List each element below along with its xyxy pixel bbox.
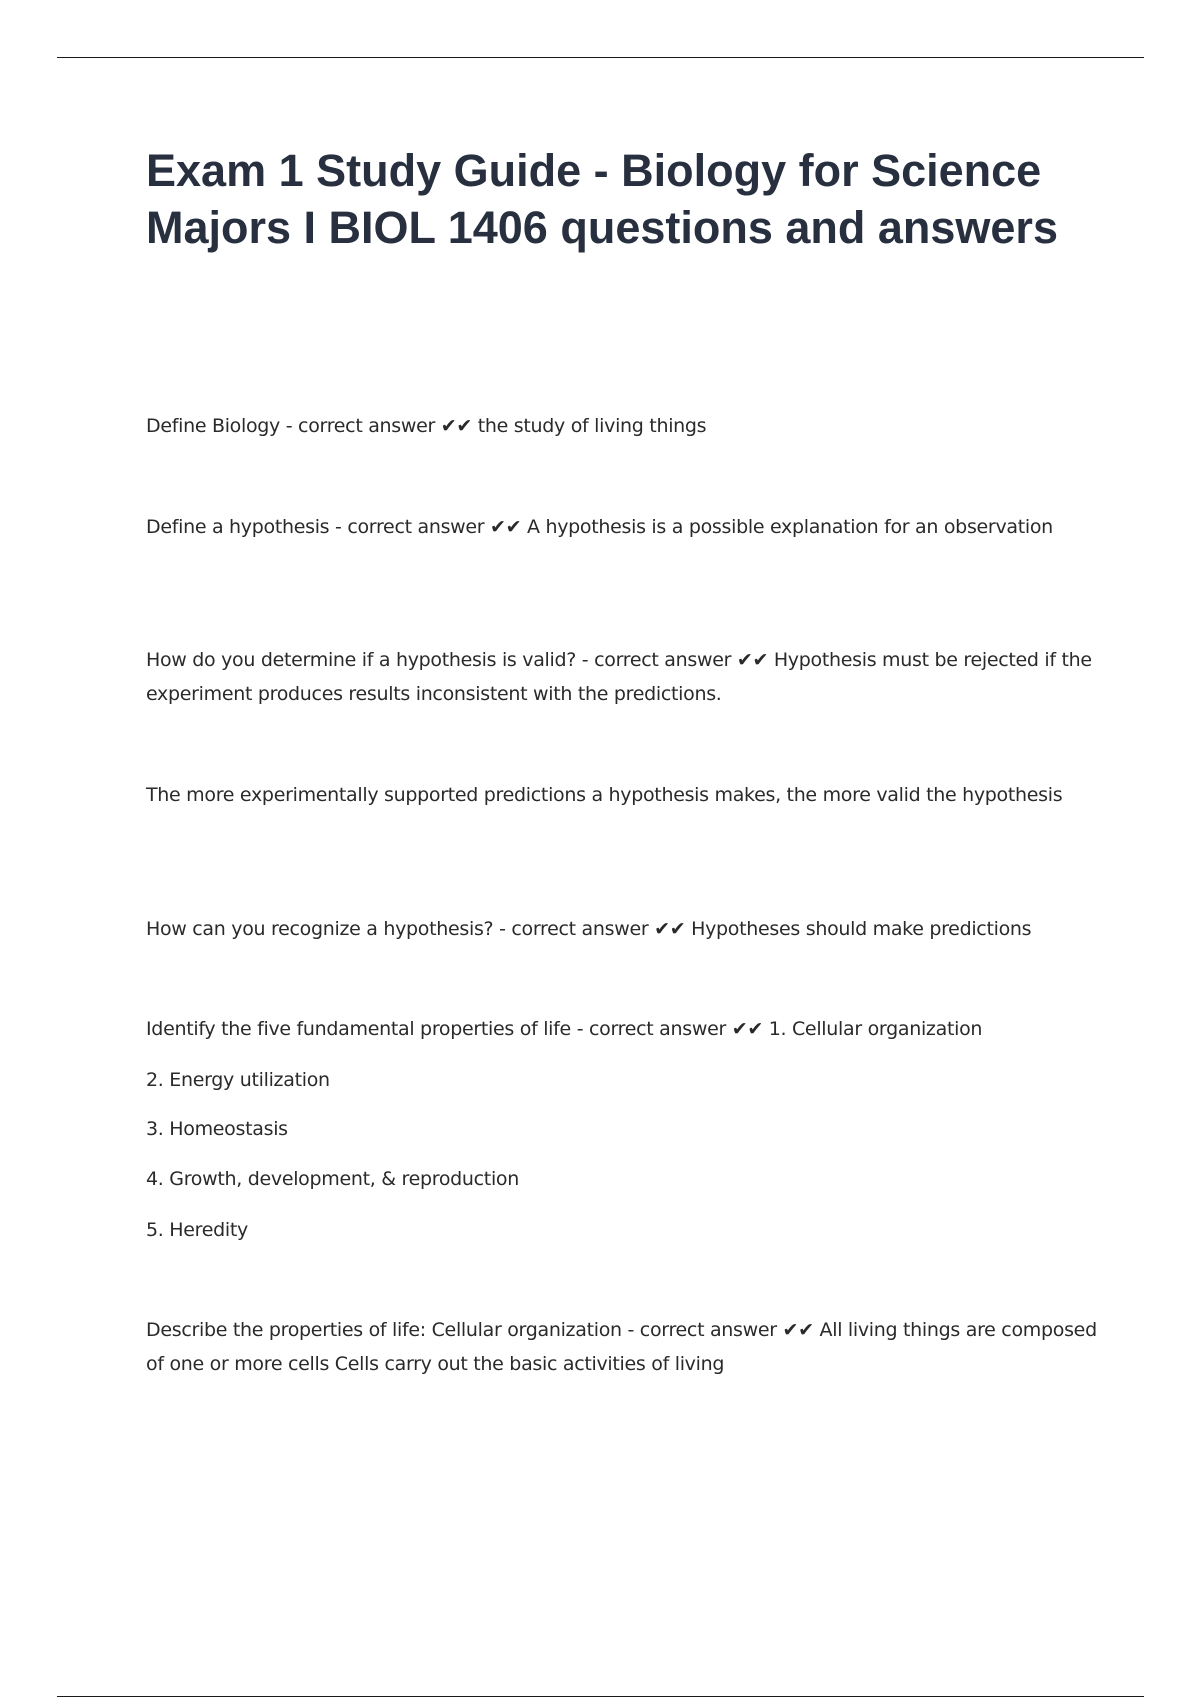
qa-item-cellular-organization [146, 1313, 1106, 1381]
qa-item-recognize-hypothesis [146, 912, 1106, 946]
question-text: How can you recognize a hypothesis? [146, 918, 494, 940]
bottom-divider [57, 1696, 1144, 1697]
qa-item-define-biology [146, 409, 1106, 443]
qa-item-properties-of-life [146, 1012, 1106, 1046]
question-text: Identify the five fundamental properties of life [146, 1018, 571, 1040]
answer-separator: - correct answer ✔✔ [329, 516, 528, 538]
answer-text: A hypothesis is a possible explanation for an observation [527, 516, 1053, 538]
qa-item-hypothesis-valid [146, 643, 1106, 711]
answer-separator: - correct answer ✔✔ [280, 415, 478, 437]
question-text: Define a hypothesis [146, 516, 330, 538]
answer-text: Hypotheses should make predictions [691, 918, 1032, 940]
answer-separator: - correct answer ✔✔ [570, 1018, 769, 1040]
answer-text: All living things are composed of one or more cells Cells carry out the basic activities of living [146, 1319, 1097, 1375]
list-item: 5. Heredity [146, 1219, 248, 1241]
answer-separator: - correct answer ✔✔ [576, 649, 774, 671]
statement-paragraph [146, 778, 1106, 812]
answer-text: 1. Cellular organization [768, 1018, 983, 1040]
answer-text: Hypothesis must be rejected if the experiment produces results inconsistent with the predictions. [146, 649, 1092, 705]
document-title: Exam 1 Study Guide - Biology for Science Majors I BIOL 1406 questions and answers [146, 145, 1058, 253]
qa-item-define-hypothesis [146, 510, 1106, 544]
answer-separator: - correct answer ✔✔ [493, 918, 692, 940]
list-item: 3. Homeostasis [146, 1118, 288, 1140]
answer-text: the study of living things [477, 415, 707, 437]
top-divider [57, 57, 1144, 58]
question-text: How do you determine if a hypothesis is valid? [146, 649, 577, 671]
statement-text: The more experimentally supported predictions a hypothesis makes, the more valid the hypothesis [146, 784, 1063, 806]
answer-separator: - correct answer ✔✔ [621, 1319, 820, 1341]
question-text: Define Biology [146, 415, 281, 437]
list-item: 2. Energy utilization [146, 1069, 330, 1091]
question-text: Describe the properties of life: Cellular organization [146, 1319, 622, 1341]
list-item: 4. Growth, development, & reproduction [146, 1168, 519, 1190]
